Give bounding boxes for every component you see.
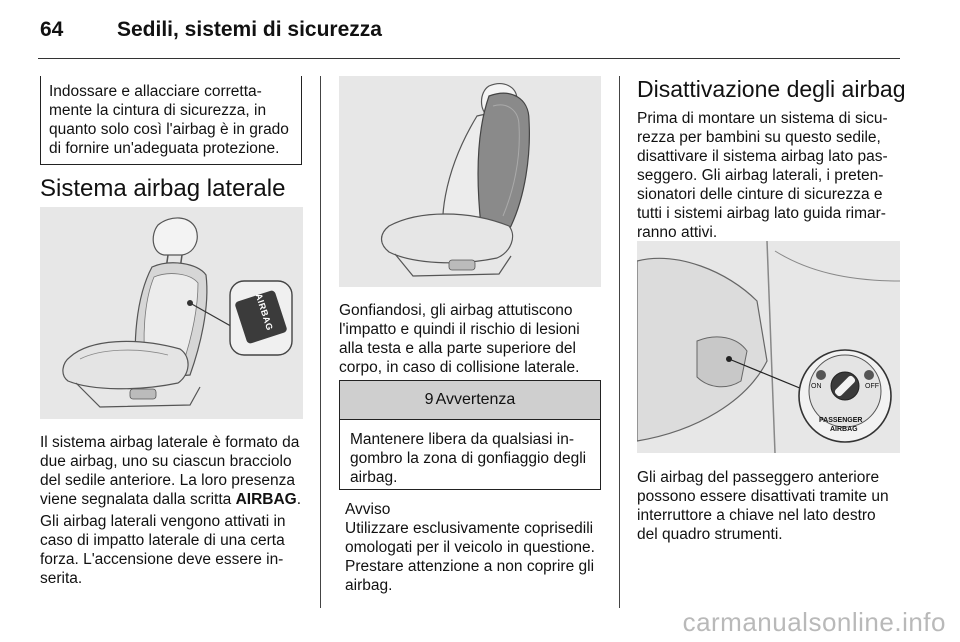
text-line: Gli airbag laterali vengono attivati in <box>40 513 286 530</box>
airbag-bold-word: AIRBAG <box>235 491 297 508</box>
warning-body <box>340 420 600 497</box>
text-line: Mantenere libera da qualsiasi in- <box>350 431 575 448</box>
seatbelt-note-box <box>40 76 302 165</box>
text-line: omologati per il veicolo in questione. <box>345 539 595 556</box>
side-airbag-seat-illustration <box>40 207 303 419</box>
airbag-deactivation-heading: Disattivazione degli airbag <box>637 76 906 102</box>
inflation-paragraph <box>339 301 609 377</box>
text-fragment: viene segnalata dalla scritta <box>40 491 236 508</box>
column-separator-2 <box>619 76 620 608</box>
text-line <box>40 490 310 509</box>
text-line: airbag. <box>350 469 398 486</box>
switch-paragraph <box>637 468 907 544</box>
side-airbag-paragraph-1 <box>40 433 310 509</box>
text-line: Utilizzare esclusivamente coprisedili <box>345 520 594 537</box>
text-line: disattivare il sistema airbag lato pas- <box>637 148 888 165</box>
airbag-label-on-seat: AIRBAG <box>253 292 275 332</box>
switch-label-airbag: AIRBAG <box>830 426 858 433</box>
inflated-airbag-illustration <box>339 76 601 287</box>
text-line: serita. <box>40 570 83 587</box>
note-line: quanto solo così l'airbag è in grado <box>49 121 289 138</box>
note-line: di fornire un'adeguata protezione. <box>49 140 280 157</box>
text-fragment: . <box>296 491 302 508</box>
switch-on-label: ON <box>811 383 822 390</box>
text-line: Prima di montare un sistema di sicu- <box>637 110 888 127</box>
passenger-airbag-switch-illustration <box>637 241 900 453</box>
avviso-note <box>345 500 615 595</box>
text-line: ranno attivi. <box>637 224 718 241</box>
text-line: sionatori delle cinture di sicurezza e <box>637 186 883 203</box>
text-line: Il sistema airbag laterale è formato da <box>40 434 300 451</box>
text-line: caso di impatto laterale di una certa <box>40 532 285 549</box>
warning-box <box>339 380 601 490</box>
side-airbag-heading: Sistema airbag laterale <box>40 175 286 202</box>
text-line: l'impatto e quindi il rischio di lesioni <box>339 321 580 338</box>
side-airbag-paragraph-2 <box>40 512 310 588</box>
text-line: airbag. <box>345 577 393 594</box>
page-number: 64 <box>40 18 64 41</box>
switch-label-passenger: PASSENGER <box>819 417 863 424</box>
text-line: corpo, in caso di collisione laterale. <box>339 359 580 376</box>
text-line: tutti i sistemi airbag lato guida rimar- <box>637 205 886 222</box>
page-title: Sedili, sistemi di sicurezza <box>117 18 382 41</box>
warning-title: Avvertenza <box>435 391 516 408</box>
text-line: rezza per bambini su questo sedile, <box>637 129 881 146</box>
header-rule <box>38 58 900 59</box>
text-line: gombro la zona di gonfiaggio degli <box>350 450 587 467</box>
note-line: Indossare e allacciare corretta- <box>49 83 262 100</box>
seat-airbag-drawing <box>339 76 601 287</box>
column-separator-1 <box>320 76 321 608</box>
text-line: del quadro strumenti. <box>637 526 783 543</box>
text-line: Gonfiandosi, gli airbag attutiscono <box>339 302 573 319</box>
avviso-title: Avviso <box>345 501 391 518</box>
text-line: Prestare attenzione a non coprire gli <box>345 558 595 575</box>
switch-off-label: OFF <box>865 383 879 390</box>
text-line: del sedile anteriore. La loro presenza <box>40 472 296 489</box>
text-line: possono essere disattivati tramite un <box>637 488 889 505</box>
text-line: alla testa e alla parte superiore del <box>339 340 576 357</box>
warning-triangle-icon: 9 <box>424 391 434 408</box>
warning-header <box>340 381 600 420</box>
text-line: due airbag, uno su ciascun bracciolo <box>40 453 292 470</box>
deactivation-paragraph <box>637 109 907 242</box>
text-line: seggero. Gli airbag laterali, i preten- <box>637 167 884 184</box>
watermark: carmanualsonline.info <box>682 607 946 637</box>
text-line: Gli airbag del passeggero anteriore <box>637 469 880 486</box>
text-line: forza. L'accensione deve essere in- <box>40 551 284 568</box>
note-line: mente la cintura di sicurezza, in <box>49 102 267 119</box>
text-line: interruttore a chiave nel lato destro <box>637 507 876 524</box>
